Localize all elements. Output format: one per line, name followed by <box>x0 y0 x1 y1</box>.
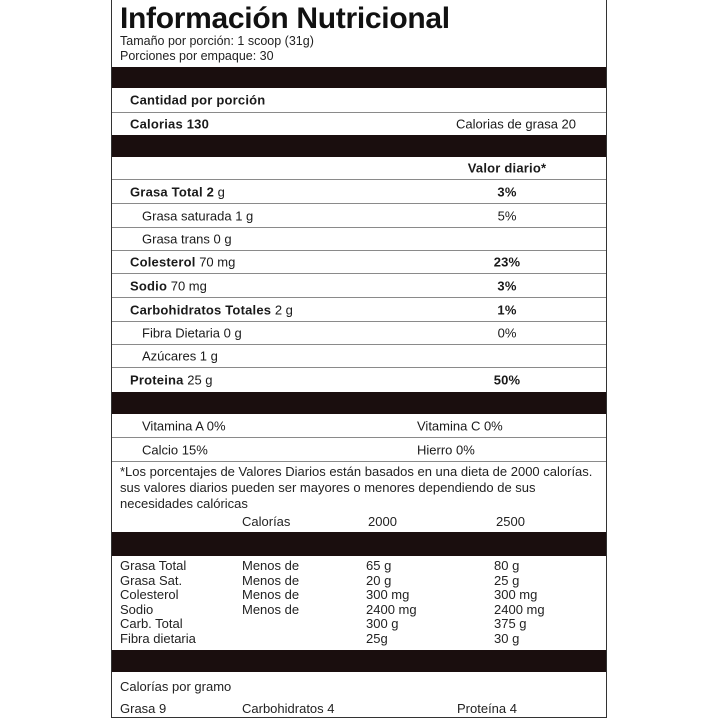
nutrient-name: Carbohidratos Totales <box>130 302 272 317</box>
dv-qualifier: Menos de <box>242 572 300 588</box>
nutrient-row-total-carbs <box>112 298 606 322</box>
divider-bar <box>112 532 606 556</box>
nutrient-row-total-fat <box>112 180 606 204</box>
dv-2500: 300 mg <box>494 587 538 602</box>
dv-qualifier: Menos de <box>242 587 300 602</box>
dv-nutrient: Fibra dietaria <box>120 630 196 646</box>
nutrient-unit: 2 g <box>271 302 293 317</box>
calories-row <box>112 113 606 135</box>
divider-bar <box>112 392 606 414</box>
dv-2000: 65 g <box>366 558 392 573</box>
dv-2500: 2400 mg <box>494 601 545 617</box>
nutrient-name: Proteina <box>130 372 184 388</box>
label-title: Información Nutricional <box>120 2 450 35</box>
nutrient-row-sodium <box>112 274 606 298</box>
nutrient-row-protein <box>112 368 606 392</box>
calories-per-gram-carbs: Carbohidratos 4 <box>242 701 335 716</box>
calories-per-gram-fat: Grasa 9 <box>120 701 167 716</box>
nutrient-dv: 0% <box>497 325 517 341</box>
daily-value-footnote: *Los porcentajes de Valores Diarios están basados en una dieta de 2000 calorías. sus valores diarios pueden ser mayores o menores dependiendo de sus necesidades calóricas <box>120 464 593 511</box>
vitamin-c: Vitamina C 0% <box>417 418 503 433</box>
dv-2500: 375 g <box>494 616 527 631</box>
dv-2500: 30 g <box>494 630 520 646</box>
dv-2500: 80 g <box>494 558 520 573</box>
nutrient-unit: 70 mg <box>167 278 207 293</box>
calories-column-label: Calorías <box>242 514 291 529</box>
nutrient-unit: 25 g <box>183 372 213 388</box>
calories-2500-header: 2500 <box>496 514 525 529</box>
nutrient-unit: g <box>214 184 225 199</box>
calories-per-gram-label: Calorías por gramo <box>120 679 232 694</box>
dv-2000: 20 g <box>366 572 392 588</box>
nutrient-name: Sodio <box>130 278 168 293</box>
vitamin-a: Vitamina A 0% <box>142 418 226 433</box>
calories-per-gram-protein: Proteína 4 <box>457 701 517 716</box>
nutrient-name: Grasa saturada 1 g <box>142 208 254 223</box>
nutrient-row-fiber <box>112 322 606 345</box>
nutrient-unit: 70 mg <box>195 254 236 270</box>
nutrient-name: Fibra Dietaria 0 g <box>142 325 242 341</box>
dv-nutrient: Colesterol <box>120 587 179 602</box>
dv-2500: 25 g <box>494 572 520 588</box>
nutrient-name: Grasa trans 0 g <box>142 231 232 247</box>
vitamins-row-1 <box>112 414 606 438</box>
dv-2000: 300 g <box>366 616 399 631</box>
divider-bar <box>112 650 606 672</box>
table-row <box>120 559 600 574</box>
daily-values-reference-table <box>120 559 600 646</box>
nutrient-dv: 3% <box>497 184 517 199</box>
calories-2000-header: 2000 <box>368 514 397 529</box>
dv-nutrient: Carb. Total <box>120 616 183 631</box>
dv-2000: 2400 mg <box>366 601 417 617</box>
nutrition-facts-label <box>111 0 607 718</box>
servings-per-container: Porciones por empaque: 30 <box>120 49 274 63</box>
nutrient-dv: 3% <box>497 278 517 293</box>
table-row <box>120 632 600 647</box>
table-row <box>120 617 600 632</box>
serving-size: Tamaño por porción: 1 scoop (31g) <box>120 34 314 48</box>
nutrient-row-sugars <box>112 345 606 368</box>
nutrient-name: Grasa Total 2 <box>130 184 215 199</box>
dv-nutrient: Sodio <box>120 601 154 617</box>
nutrient-row-trans-fat <box>112 228 606 251</box>
dv-qualifier: Menos de <box>242 601 300 617</box>
dv-2000: 25g <box>366 630 388 646</box>
nutrient-name: Colesterol <box>130 254 196 270</box>
dv-nutrient: Grasa Total <box>120 558 187 573</box>
nutrient-row-saturated-fat <box>112 204 606 228</box>
dv-2000: 300 mg <box>366 587 410 602</box>
calcium: Calcio 15% <box>142 442 208 457</box>
table-row <box>120 603 600 618</box>
divider-bar <box>112 135 606 157</box>
nutrient-name: Azúcares 1 g <box>142 348 218 364</box>
daily-value-header: Valor diario* <box>467 160 547 176</box>
table-row <box>120 588 600 603</box>
fat-calories: Calorias de grasa 20 <box>456 116 576 132</box>
dv-qualifier: Menos de <box>242 558 300 573</box>
daily-value-header-row <box>112 157 606 180</box>
nutrient-row-cholesterol <box>112 251 606 274</box>
iron: Hierro 0% <box>417 442 475 457</box>
dv-nutrient: Grasa Sat. <box>120 572 183 588</box>
vitamins-row-2 <box>112 438 606 462</box>
nutrient-dv: 50% <box>493 372 521 388</box>
amount-per-serving-label: Cantidad por porción <box>130 92 266 108</box>
divider-bar <box>112 67 606 88</box>
calories-label: Calorias 130 <box>130 116 210 132</box>
nutrient-dv: 23% <box>493 254 521 270</box>
nutrient-dv: 5% <box>497 208 517 223</box>
nutrient-dv: 1% <box>497 302 517 317</box>
table-row <box>120 574 600 589</box>
amount-per-serving-row <box>112 88 606 113</box>
